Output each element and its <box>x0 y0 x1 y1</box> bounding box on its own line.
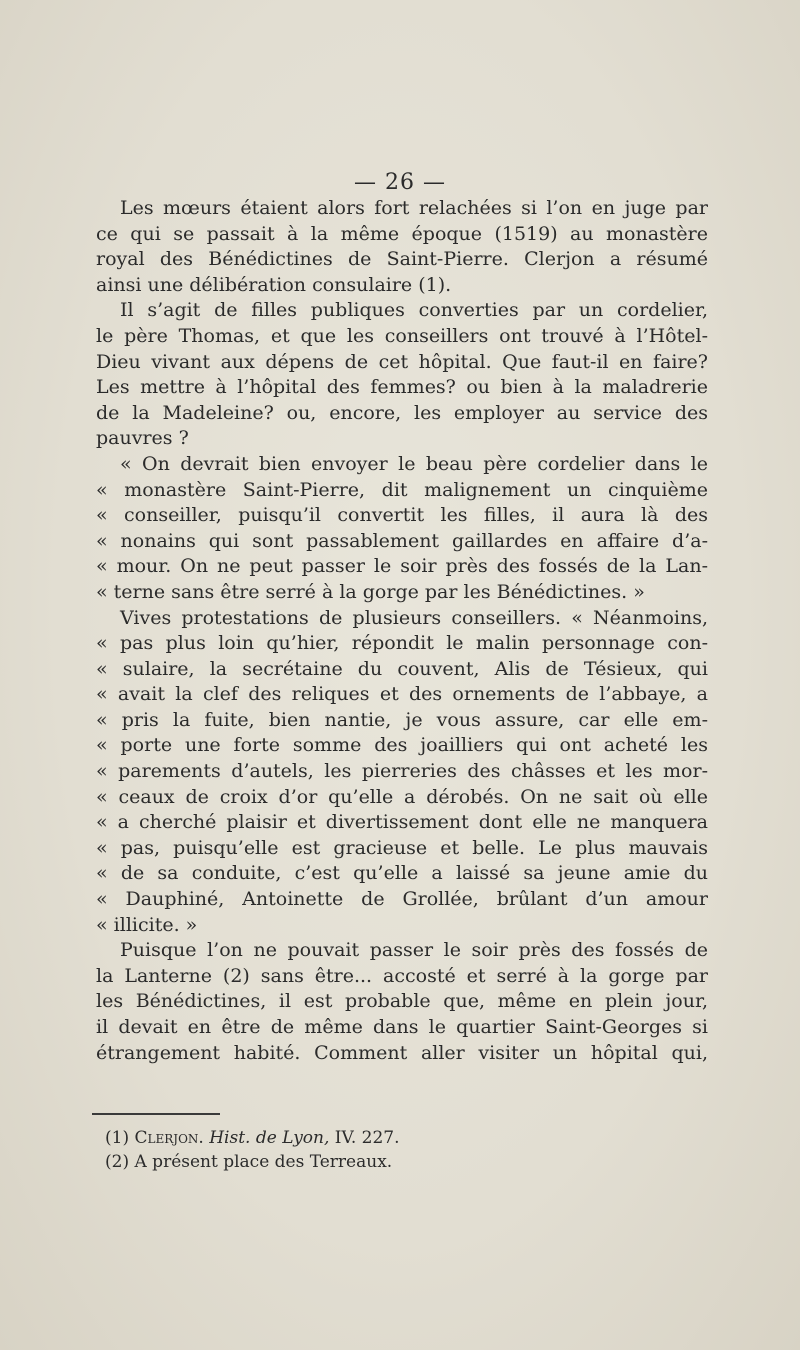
text-line: Dieu vivant aux dépens de cet hôpital. Que faut-il en faire? <box>96 350 708 373</box>
footnotes <box>105 1126 705 1174</box>
text-line: « terne sans être serré à la gorge par les Bénédictines. » <box>96 580 708 606</box>
text-line: « nonains qui sont passablement gaillardes en affaire d’a- <box>96 529 708 555</box>
text-line: de la Madeleine? ou, encore, les employer au service des <box>96 401 708 424</box>
text-line: Les mettre à l’hôpital des femmes? ou bien à la maladrerie <box>96 376 708 399</box>
text-line: « de sa conduite, c’est qu’elle a laissé sa jeune amie du <box>96 861 708 887</box>
text-line: ce qui se passait à la même époque (1519) au monastère <box>96 222 708 245</box>
footnote-reference: IV. 227. <box>334 1128 400 1148</box>
text-line: étrangement habité. Comment aller visiter un hôpital qui, <box>96 1041 708 1064</box>
footnote-text: A présent place des Terreaux. <box>134 1152 393 1172</box>
text-line: « parements d’autels, les pierreries des châsses et les mor- <box>96 759 708 785</box>
text-line: « sulaire, la secrétaine du couvent, Alis de Tésieux, qui <box>96 657 708 683</box>
footnote-number: (2) <box>105 1152 130 1172</box>
text-line: pauvres ? <box>96 427 189 450</box>
footnote-author: Clerjon. <box>134 1128 204 1148</box>
text-line: « Dauphiné, Antoinette de Grollée, brûlant d’un amour <box>96 887 708 913</box>
text-line: « avait la clef des reliques et des ornements de l’abbaye, a <box>96 682 708 708</box>
text-line: « On devrait bien envoyer le beau père cordelier dans le <box>120 452 708 475</box>
text-line: « a cherché plaisir et divertissement dont elle ne manquera <box>96 810 708 836</box>
page-number: — 26 — <box>354 170 446 195</box>
text-line: Il s’agit de filles publiques converties par un cordelier, <box>120 299 708 322</box>
text-line: « ceaux de croix d’or qu’elle a dérobés. On ne sait où elle <box>96 785 708 811</box>
text-line: « monastère Saint-Pierre, dit malignement un cinquième <box>96 478 708 504</box>
text-line: le père Thomas, et que les conseillers ont trouvé à l’Hôtel- <box>96 324 708 347</box>
text-line: Vives protestations de plusieurs conseillers. « Néanmoins, <box>120 606 708 629</box>
footnote-number: (1) <box>105 1128 130 1148</box>
footnote-2 <box>105 1150 705 1174</box>
text-line: « pris la fuite, bien nantie, je vous assure, car elle em- <box>96 708 708 734</box>
text-line: les Bénédictines, il est probable que, même en plein jour, <box>96 990 708 1013</box>
footnote-divider <box>92 1113 220 1115</box>
text-line: « illicite. » <box>96 913 708 939</box>
text-line: ainsi une délibération consulaire (1). <box>96 273 452 296</box>
text-line: « conseiller, puisqu’il convertit les filles, il aura là des <box>96 503 708 529</box>
body-text <box>96 196 708 1066</box>
footnote-1 <box>105 1126 705 1150</box>
footnote-title: Hist. de Lyon, <box>209 1128 330 1148</box>
text-line: il devait en être de même dans le quartier Saint-Georges si <box>96 1016 708 1038</box>
text-line: « pas, puisqu’elle est gracieuse et belle. Le plus mauvais <box>96 836 708 862</box>
text-line: « pas plus loin qu’hier, répondit le malin personnage con- <box>96 631 708 657</box>
text-line: royal des Bénédictines de Saint-Pierre. Clerjon a résumé <box>96 248 708 271</box>
text-line: Puisque l’on ne pouvait passer le soir près des fossés de <box>120 939 708 962</box>
text-line: « mour. On ne peut passer le soir près des fossés de la Lan- <box>96 554 708 580</box>
text-line: Les mœurs étaient alors fort relachées si l’on en juge par <box>120 197 708 219</box>
text-line: « porte une forte somme des joailliers qui ont acheté les <box>96 733 708 759</box>
text-line: la Lanterne (2) sans être... accosté et serré à la gorge par <box>96 964 708 987</box>
